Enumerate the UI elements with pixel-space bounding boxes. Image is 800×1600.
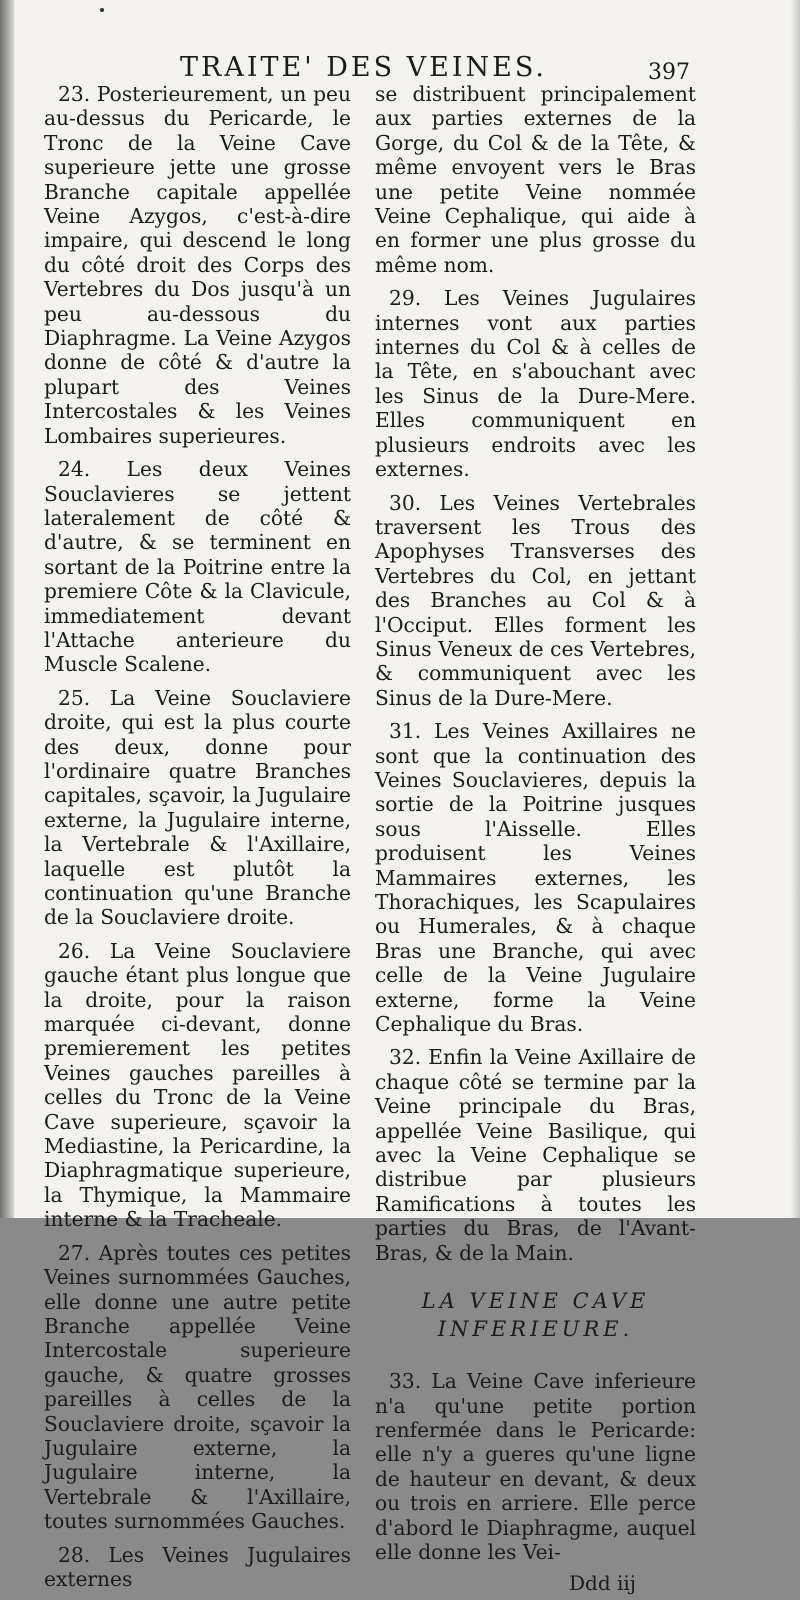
paragraph-27: 27. Après toutes ces petites Veines surnommées Gauches, elle donne une autre petite Branche appellée Veine Intercostale superieure gauche, & quatre grosses pareilles à celles de la Souclaviere droite, sçavoir la Jugulaire externe, la Jugulaire interne, la Vertebrale & l'Axillaire, toutes surnommées Gauches. [44, 1240, 351, 1534]
running-title: TRAITE' DES VEINES. [180, 52, 547, 83]
paragraph-28-continuation: se distribuent principalement aux parties externes de la Gorge, du Col & de la Tête, & même envoyent vers le Bras une petite Veine nommée Veine Cephalique, qui aide à en former une plus grosse du même nom. [375, 82, 696, 277]
catchword: Ddd iij [569, 1571, 636, 1596]
paragraph-30: 30. Les Veines Vertebrales traversent les Trous des Apophyses Transverses des Vertebres du Col, en jettant des Branches au Col & à l'Occiput. Elles forment les Sinus Veneux de ces Vertebres, & communiquent avec les Sinus de la Dure-Mere. [375, 490, 696, 710]
paragraph-28-start: 28. Les Veines Jugulaires externes [44, 1542, 351, 1591]
paragraph-23: 23. Posterieurement, un peu au-dessus du Pericarde, le Tronc de la Veine Cave superieure jette une grosse Branche capitale appellée Veine Azygos, c'est-à-dire impaire, qui descend le long du côté droit des Corps des Vertebres du Dos jusqu'à un peu au-dessous du Diaphragme. La Veine Azygos donne de côté & d'autre la plupart des Veines Intercostales & les Veines Lombaires superieures. [44, 82, 351, 448]
ink-speck [100, 8, 104, 12]
left-column [44, 82, 351, 1600]
paragraph-25: 25. La Veine Souclaviere droite, qui est la plus courte des deux, donne pour l'ordinaire quatre Branches capitales, sçavoir, la Jugulaire externe, la Jugulaire interne, la Vertebrale & l'Axillaire, laquelle est plutôt la continuation qu'une Branche de la Souclaviere droite. [44, 685, 351, 930]
page-edge-shadow [790, 0, 800, 1218]
section-heading-line1: LA VEINE CAVE [421, 1289, 650, 1314]
paragraph-31: 31. Les Veines Axillaires ne sont que la continuation des Veines Souclavieres, depuis la sortie de la Poitrine jusques sous l'Aisselle. Elles produisent les Veines Mammaires externes, les Thorachiques, les Scapulaires ou Humerales, & à chaque Bras une Branche, qui avec celle de la Veine Jugulaire externe, forme la Veine Cephalique du Bras. [375, 719, 696, 1037]
paragraph-24: 24. Les deux Veines Souclavieres se jettent lateralement de côté & d'autre, & se terminent en sortant de la Poitrine entre la premiere Côte & la Clavicule, immediatement devant l'Attache anterieure du Muscle Scalene. [44, 457, 351, 677]
page-gutter-shadow [0, 0, 14, 1218]
paragraph-29: 29. Les Veines Jugulaires internes vont aux parties internes du Col & à celles de la Tête, en s'abouchant avec les Sinus de la Dure-Mere. Elles communiquent en plusieurs endroits avec les externes. [375, 286, 696, 482]
section-heading [375, 1287, 696, 1343]
paragraph-26: 26. La Veine Souclaviere gauche étant plus longue que la droite, pour la raison marquée ci-devant, donne premierement les petites Veines gauches pareilles à celles du Tronc de la Veine Cave superieure, sçavoir la Mediastine, la Pericardine, la Diaphragmatique superieure, la Thymique, la Mammaire interne & la Tracheale. [44, 938, 351, 1232]
page-number: 397 [648, 60, 690, 85]
right-column [375, 82, 696, 1596]
paragraph-33: 33. La Veine Cave inferieure n'a qu'une petite portion renfermée dans le Pericarde: elle n'y a gueres qu'une ligne de hauteur en devant, & deux ou trois en arriere. Elle perce d'abord le Diaphragme, auquel elle donne les Vei- [375, 1369, 696, 1564]
section-heading-line2: INFERIEURE. [437, 1317, 634, 1342]
paragraph-32: 32. Enfin la Veine Axillaire de chaque côté se termine par la Veine principale du Bras, appellée Veine Basilique, qui avec la Veine Cephalique se distribue par plusieurs Ramifications à toutes les parties du Bras, de l'Avant-Bras, & de la Main. [375, 1045, 696, 1265]
